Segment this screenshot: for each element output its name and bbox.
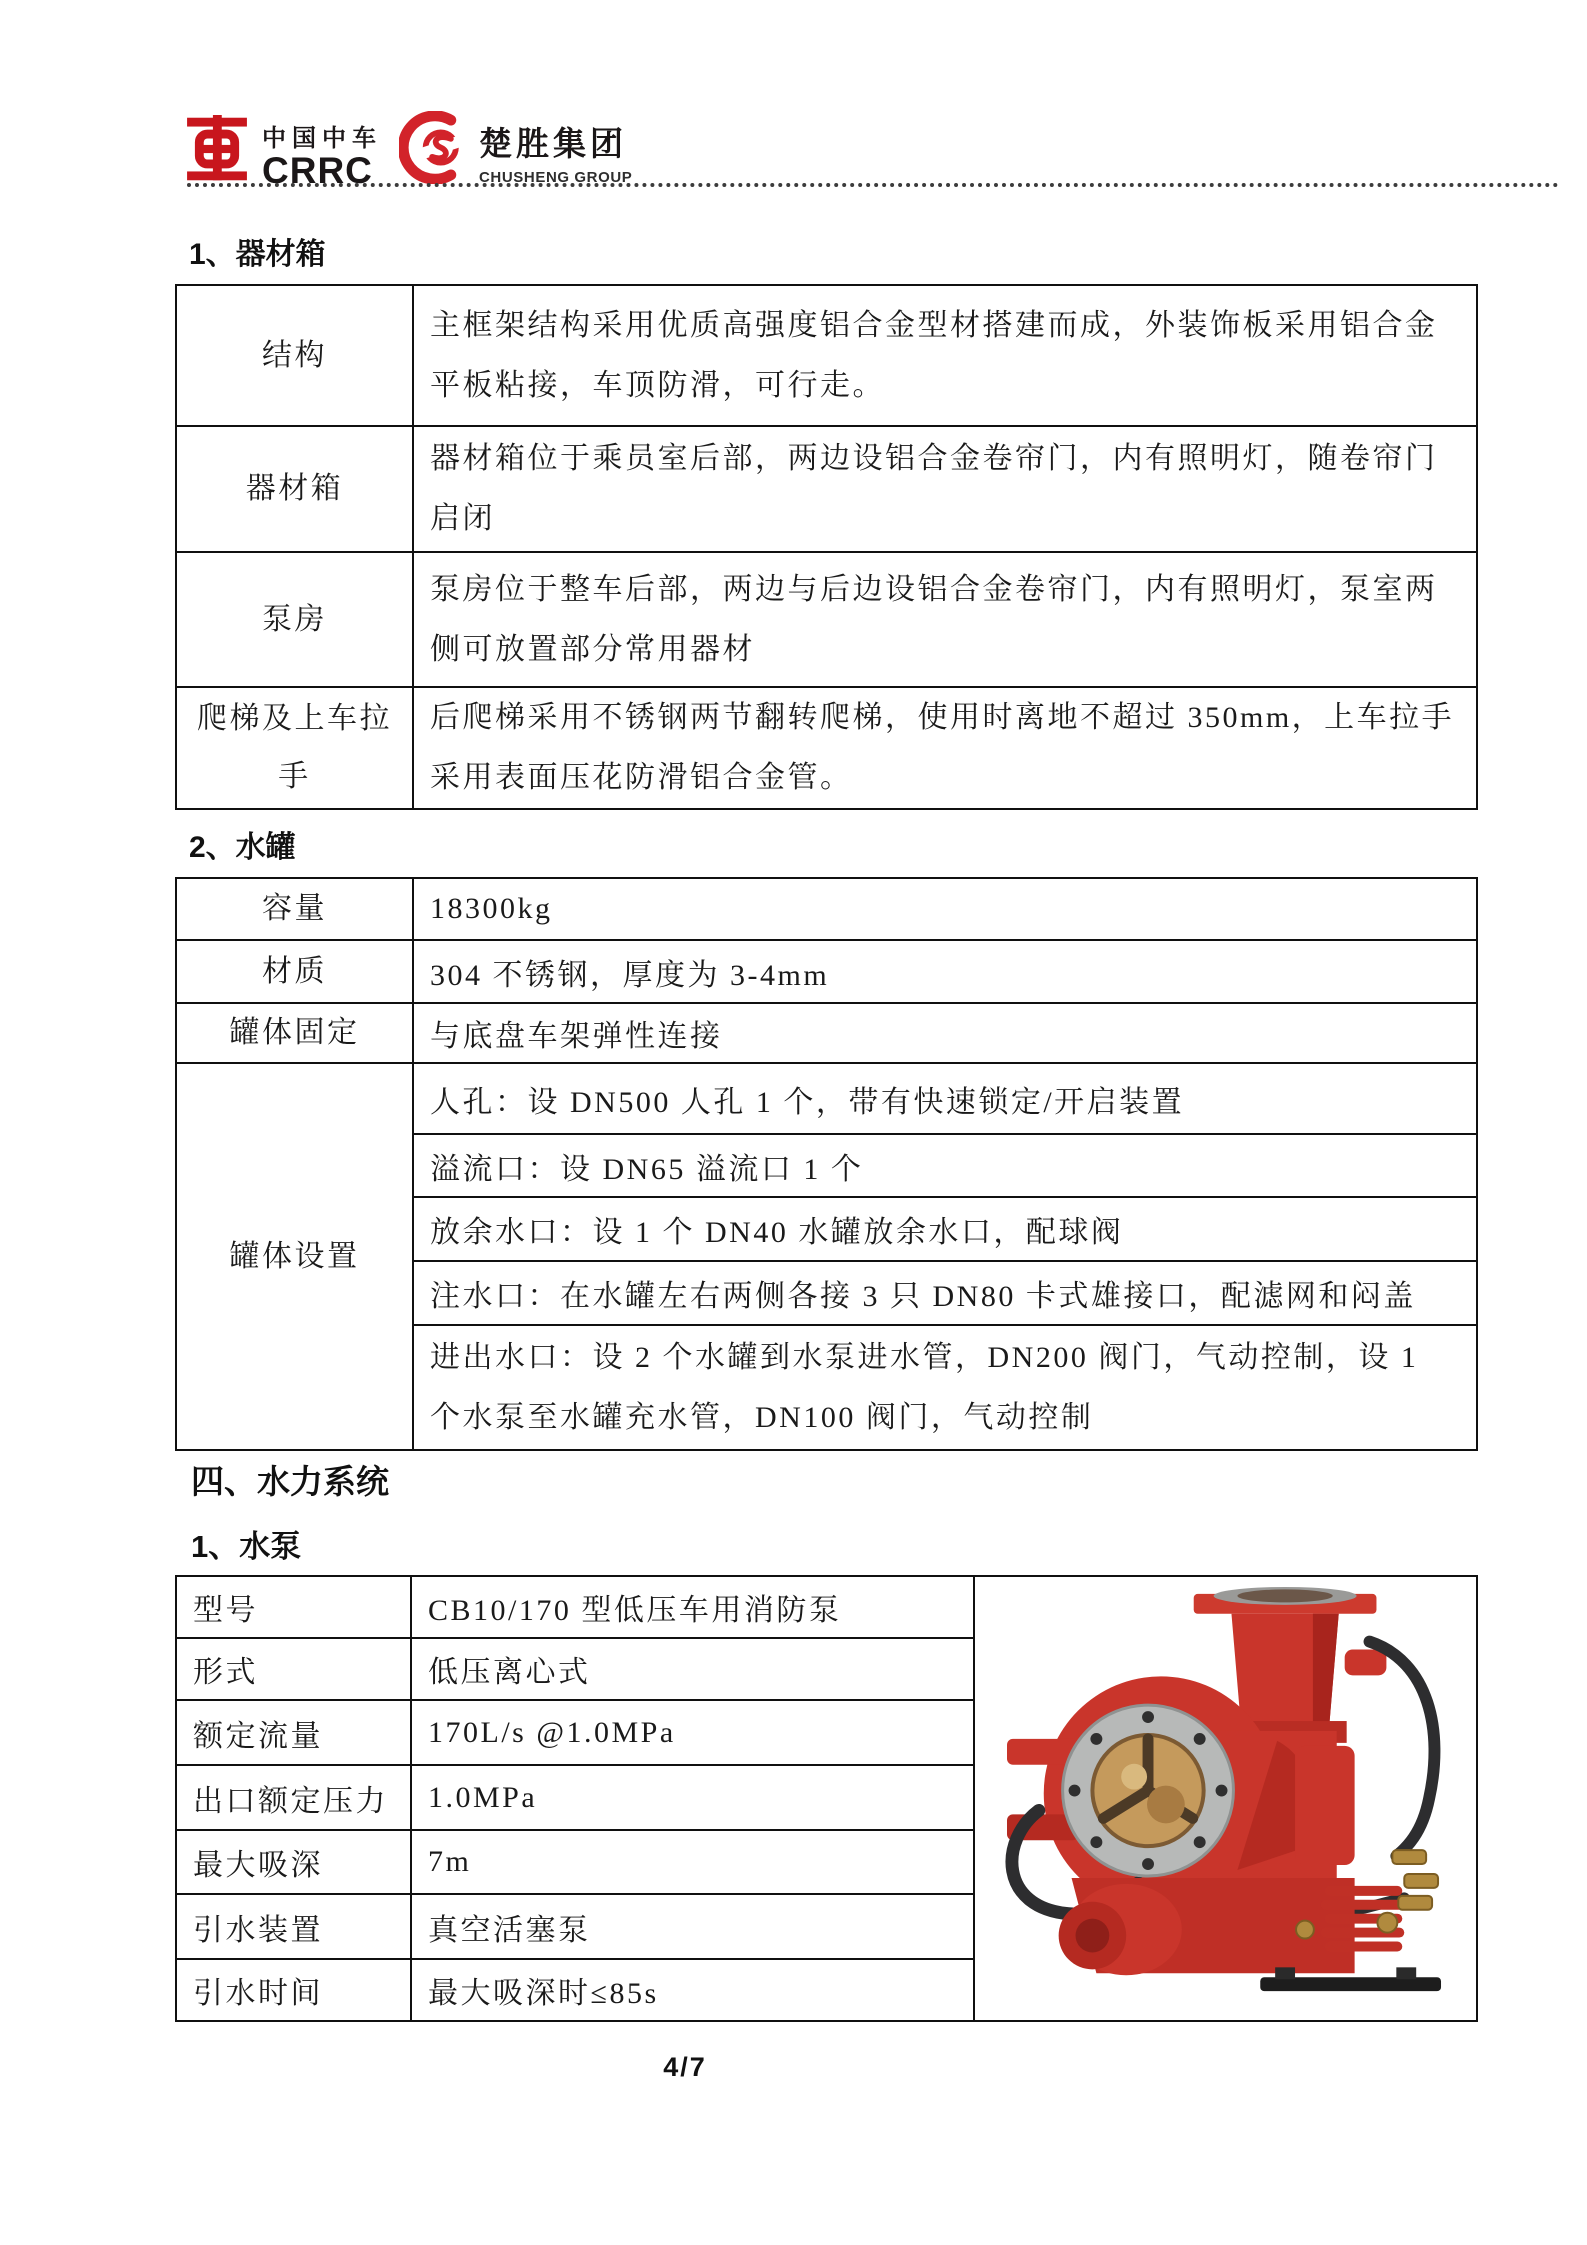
row-label: 容量 — [176, 878, 413, 940]
section-heading-equipment-box: 1、器材箱 — [189, 238, 326, 271]
crrc-name-en: CRRC — [262, 150, 373, 191]
row-value: 注水口：在水罐左右两侧各接 3 只 DN80 卡式雄接口，配滤网和闷盖 — [413, 1261, 1477, 1325]
row-label: 最大吸深 — [176, 1830, 411, 1894]
table-row — [176, 687, 1477, 809]
row-label: 引水时间 — [176, 1959, 411, 2021]
row-value: 后爬梯采用不锈钢两节翻转爬梯，使用时离地不超过 350mm，上车拉手采用表面压花防滑铝合金管。 — [413, 687, 1477, 809]
chusheng-logo-icon — [399, 111, 471, 184]
chusheng-name-cn: 楚胜集团 — [479, 125, 627, 162]
row-value: 低压离心式 — [411, 1638, 974, 1700]
row-value: 真空活塞泵 — [411, 1894, 974, 1959]
table-row — [176, 426, 1477, 552]
crrc-logo-icon — [183, 114, 251, 184]
table-row — [176, 1576, 1477, 1638]
table-row — [176, 1063, 1477, 1134]
chusheng-wordmark — [479, 118, 632, 186]
page-number: 4/7 — [663, 2052, 707, 2082]
water-pump-table — [175, 1575, 1478, 2022]
row-value: 170L/s @1.0MPa — [411, 1700, 974, 1765]
row-value: 18300kg — [413, 878, 1477, 940]
row-value: 人孔：设 DN500 人孔 1 个，带有快速锁定/开启装置 — [413, 1063, 1477, 1134]
row-label: 罐体固定 — [176, 1003, 413, 1063]
chusheng-name-en: CHUSHENG GROUP — [479, 169, 633, 186]
pump-photo-cell — [974, 1576, 1477, 2021]
row-label: 爬梯及上车拉手 — [176, 687, 413, 809]
section-heading-water-pump: 1、水泵 — [191, 1529, 302, 1564]
section-heading-hydraulic-system: 四、水力系统 — [191, 1463, 389, 1500]
table-row — [176, 878, 1477, 940]
fire-pump-photo — [977, 1580, 1474, 2017]
row-value: 放余水口：设 1 个 DN40 水罐放余水口，配球阀 — [413, 1197, 1477, 1261]
row-label: 额定流量 — [176, 1700, 411, 1765]
row-value: 304 不锈钢，厚度为 3-4mm — [413, 940, 1477, 1003]
row-value: 器材箱位于乘员室后部，两边设铝合金卷帘门，内有照明灯，随卷帘门启闭 — [413, 426, 1477, 552]
row-value: 最大吸深时≤85s — [411, 1959, 974, 2021]
row-label: 结构 — [176, 285, 413, 426]
row-value: 泵房位于整车后部，两边与后边设铝合金卷帘门，内有照明灯，泵室两侧可放置部分常用器材 — [413, 552, 1477, 687]
row-label: 出口额定压力 — [176, 1765, 411, 1830]
section-heading-water-tank: 2、水罐 — [189, 831, 296, 864]
crrc-name-cn: 中国中车 — [262, 125, 382, 152]
row-label: 引水装置 — [176, 1894, 411, 1959]
row-label: 形式 — [176, 1638, 411, 1700]
table-row — [176, 1003, 1477, 1063]
equipment-box-table — [175, 284, 1478, 810]
row-label: 材质 — [176, 940, 413, 1003]
row-value: 与底盘车架弹性连接 — [413, 1003, 1477, 1063]
crrc-wordmark — [262, 118, 382, 189]
row-value: 7m — [411, 1830, 974, 1894]
row-value: 1.0MPa — [411, 1765, 974, 1830]
water-tank-table — [175, 877, 1478, 1451]
row-label: 器材箱 — [176, 426, 413, 552]
row-label-tank-config: 罐体设置 — [176, 1063, 413, 1450]
header-divider — [187, 183, 1559, 187]
row-value: 溢流口：设 DN65 溢流口 1 个 — [413, 1134, 1477, 1197]
row-label: 泵房 — [176, 552, 413, 687]
table-row — [176, 552, 1477, 687]
table-row — [176, 285, 1477, 426]
table-row — [176, 940, 1477, 1003]
row-label: 型号 — [176, 1576, 411, 1638]
row-value: CB10/170 型低压车用消防泵 — [411, 1576, 974, 1638]
row-value: 主框架结构采用优质高强度铝合金型材搭建而成，外装饰板采用铝合金平板粘接，车顶防滑，可行走。 — [413, 285, 1477, 426]
row-value: 进出水口：设 2 个水罐到水泵进水管，DN200 阀门，气动控制，设 1 个水泵至水罐充水管，DN100 阀门，气动控制 — [413, 1325, 1477, 1450]
